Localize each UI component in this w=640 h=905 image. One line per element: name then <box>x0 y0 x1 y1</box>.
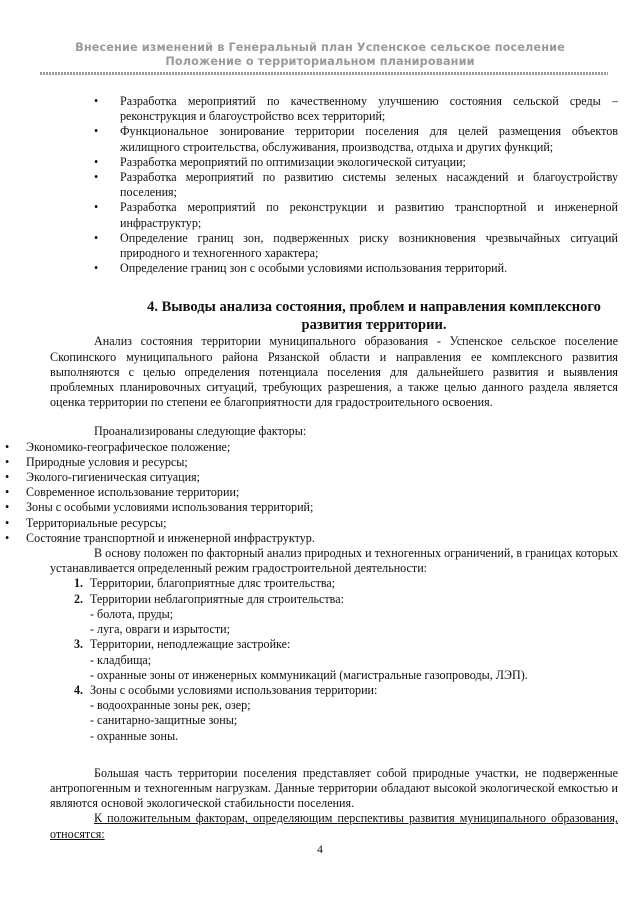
basis-paragraph: В основу положен по факторный анализ природных и техногенных ограничений, в границах которых устанавливается определенный режим градостроительной деятельности: <box>50 546 618 576</box>
list-item: • Определение границ зон, подверженных риску возникновения чрезвычайных ситуаций природного и техногенного характера; <box>94 230 618 261</box>
list-item: • Современное использование территории; <box>5 485 240 500</box>
list-item: 2. Территории неблагоприятные для строительства: - болота, пруды; - луга, овраги и изрытости; <box>50 592 618 638</box>
bullet-icon: • <box>5 439 10 454</box>
territory-types-list <box>50 576 618 743</box>
page-number: 4 <box>317 844 323 856</box>
list-item: • Разработка мероприятий по качественному улучшению состояния сельской среды – реконструкция и благоустройство всех территорий; <box>94 94 618 124</box>
page-body <box>5 94 618 842</box>
header-line-2: Положение о территориальном планировании <box>165 55 475 68</box>
positive-factors-paragraph: К положительным факторам, определяющим перспективы развития муниципального образования, относятся: <box>50 811 618 841</box>
list-item: • Определение границ зон с особыми условиями использования территорий. <box>94 261 508 276</box>
bullet-icon: • <box>94 170 99 185</box>
section-title: 4. Выводы анализа состояния, проблем и направления комплексного развития территории. <box>147 299 601 334</box>
factors-list <box>0 440 618 546</box>
list-number: 3. <box>74 637 84 652</box>
list-number: 2. <box>74 591 84 606</box>
list-item: • Зоны с особыми условиями использования территорий; <box>5 500 314 515</box>
bullet-icon: • <box>5 454 10 469</box>
sub-item: - охранные зоны. <box>90 728 179 743</box>
bullet-icon: • <box>94 261 99 276</box>
goals-list <box>50 94 618 276</box>
sub-item: - санитарно-защитные зоны; <box>90 713 238 728</box>
bullet-icon: • <box>5 485 10 500</box>
list-item: • Разработка мероприятий по развитию системы зеленых насаждений и благоустройству поселения; <box>94 170 618 200</box>
nature-paragraph: Большая часть территории поселения представляет собой природные участки, не подверженные антропогенным и техногенным нагрузкам. Данные территории обладают высокой экологической емкостью и являются основой экологической стабильности поселения. <box>50 765 618 811</box>
sub-item: - луга, овраги и изрытости; <box>90 622 231 637</box>
bullet-icon: • <box>94 230 99 245</box>
document-header <box>40 41 600 69</box>
bullet-icon: • <box>5 470 10 485</box>
factors-heading: Проанализированы следующие факторы: <box>94 424 307 439</box>
bullet-icon: • <box>94 200 99 215</box>
list-number: 4. <box>74 682 84 697</box>
list-item: • Эколого-гигиеническая ситуация; <box>5 470 200 485</box>
header-divider <box>40 72 608 75</box>
sub-item: - кладбища; <box>90 652 152 667</box>
list-item: 4. Зоны с особыми условиями использования территории: - водоохранные зоны рек, озер; - санитарно-защитные зоны; - охранные зоны. <box>50 683 618 744</box>
list-item: • Разработка мероприятий по реконструкции и развитию транспортной и инженерной инфраструктур; <box>94 200 618 230</box>
list-item: • Состояние транспортной и инженерной инфраструктур. <box>5 530 315 545</box>
list-item: 1. Территории, благоприятные дляс троительства; <box>74 576 336 591</box>
bullet-icon: • <box>5 515 10 530</box>
list-item: • Территориальные ресурсы; <box>5 515 167 530</box>
sub-item: - болота, пруды; <box>90 606 174 621</box>
bullet-icon: • <box>94 124 99 139</box>
list-item: 3. Территории, неподлежащие застройке: - кладбища; - охранные зоны от инженерных коммуникаций (магистральные газопроводы, ЛЭП). <box>50 637 618 683</box>
bullet-icon: • <box>94 154 99 169</box>
bullet-icon: • <box>94 94 99 108</box>
list-item: • Разработка мероприятий по оптимизации экологической ситуации; <box>94 154 466 169</box>
bullet-icon: • <box>5 530 10 545</box>
bullet-icon: • <box>5 500 10 515</box>
list-item: • Экономико-географическое положение; <box>5 439 231 454</box>
list-number: 1. <box>74 576 84 591</box>
list-item: • Природные условия и ресурсы; <box>5 454 188 469</box>
sub-item: - водоохранные зоны рек, озер; <box>90 698 251 713</box>
sub-item: - охранные зоны от инженерных коммуникаций (магистральные газопроводы, ЛЭП). <box>90 667 528 682</box>
header-line-1: Внесение изменений в Генеральный план Успенское сельское поселение <box>75 41 565 54</box>
list-item: • Функциональное зонирование территории поселения для целей размещения объектов жилищного строительства, обслуживания, производства, отдыха и других функций; <box>94 124 618 154</box>
intro-paragraph: Анализ состояния территории муниципального образования - Успенское сельское поселение Скопинского муниципального района Рязанской области и направления ее комплексного развития выполняются с целью определения потенциала поселения для дальнейшего развития и выявления проблемных планировочных ситуаций, требующих разрешения, а также целью данного раздела является оценка территории по степени ее благоприятности для градостроительного освоения. <box>50 334 618 410</box>
